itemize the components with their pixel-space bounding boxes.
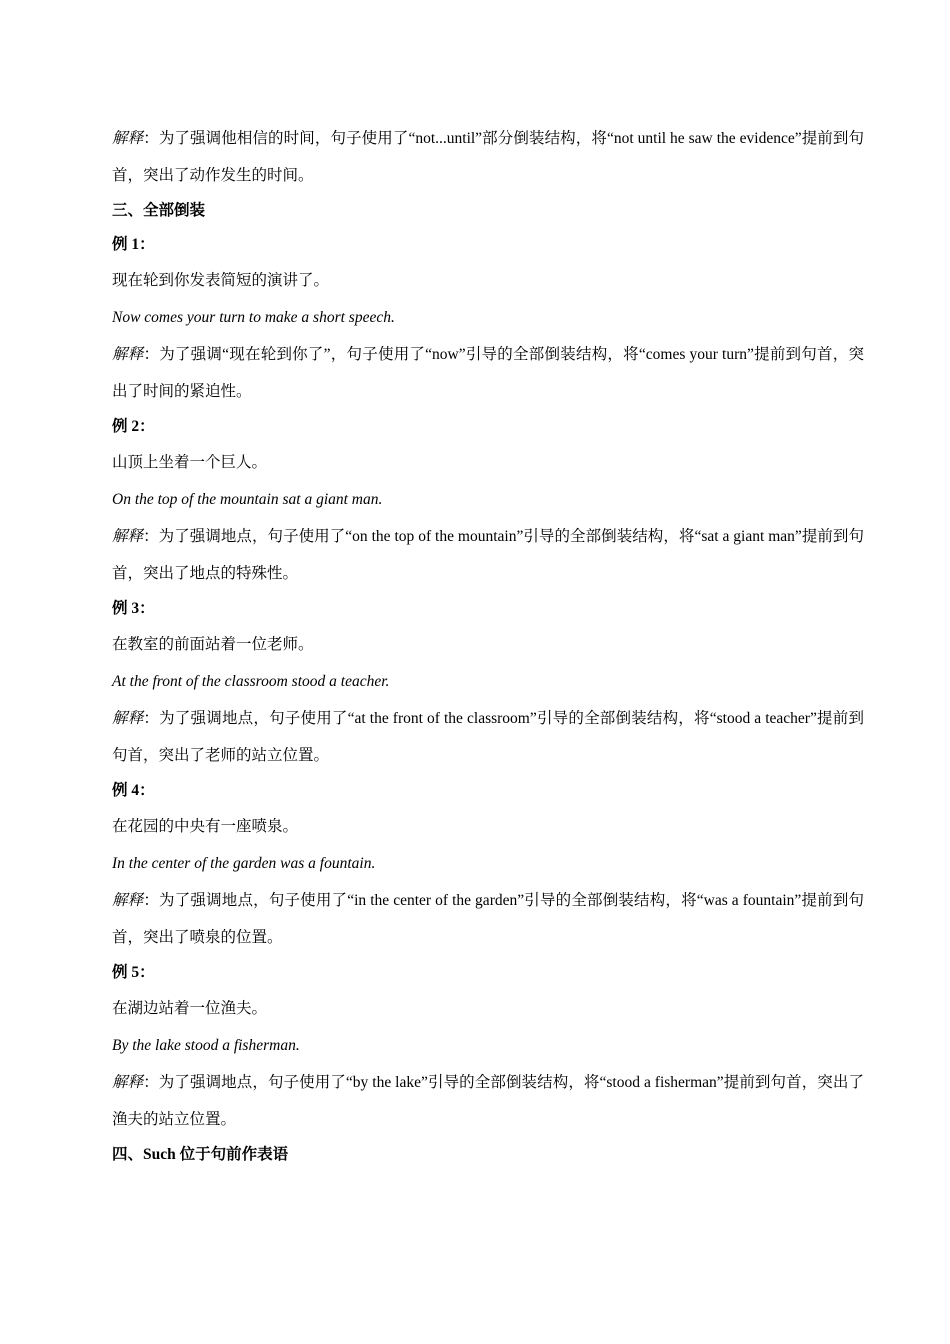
example-explanation xyxy=(112,882,864,956)
explanation-label: 解释 xyxy=(112,130,144,147)
intro-explanation xyxy=(112,120,864,194)
example-label: 例 3： xyxy=(112,600,155,617)
explanation-text: ：为了强调地点，句子使用了“on the top of the mountain”引导的全部倒装结构，将“sat a giant man”提前到句首，突出了地点的特殊性。 xyxy=(112,528,864,582)
example-chinese: 在湖边站着一位渔夫。 xyxy=(112,1000,268,1017)
example-english: By the lake stood a fisherman. xyxy=(112,1037,300,1054)
example-label: 例 1： xyxy=(112,236,155,253)
example-label: 例 2： xyxy=(112,418,155,435)
example-chinese: 现在轮到你发表简短的演讲了。 xyxy=(112,272,330,289)
explanation-label: 解释 xyxy=(112,710,144,727)
example-chinese: 在教室的前面站着一位老师。 xyxy=(112,636,314,653)
explanation-text: ：为了强调地点，句子使用了“at the front of the classroom”引导的全部倒装结构，将“stood a teacher”提前到句首，突出了老师的站立位置。 xyxy=(112,710,864,764)
example-label: 例 4： xyxy=(112,782,155,799)
explanation-text: ：为了强调他相信的时间，句子使用了“not...until”部分倒装结构，将“not until he saw the evidence”提前到句首，突出了动作发生的时间。 xyxy=(112,130,864,184)
explanation-label: 解释 xyxy=(112,346,144,363)
example-explanation xyxy=(112,336,864,410)
explanation-text: ：为了强调地点，句子使用了“by the lake”引导的全部倒装结构，将“stood a fisherman”提前到句首，突出了渔夫的站立位置。 xyxy=(112,1074,864,1128)
example-english: At the front of the classroom stood a teacher. xyxy=(112,673,390,690)
explanation-label: 解释 xyxy=(112,892,144,909)
example-english: In the center of the garden was a fountain. xyxy=(112,855,376,872)
explanation-label: 解释 xyxy=(112,1074,144,1091)
example-explanation xyxy=(112,518,864,592)
example-explanation xyxy=(112,1064,864,1138)
example-explanation xyxy=(112,700,864,774)
example-english: Now comes your turn to make a short speech. xyxy=(112,309,395,326)
explanation-text: ：为了强调“现在轮到你了”，句子使用了“now”引导的全部倒装结构，将“comes your turn”提前到句首，突出了时间的紧迫性。 xyxy=(112,346,864,400)
section-heading-such: 四、Such 位于句前作表语 xyxy=(112,1146,289,1163)
example-chinese: 山顶上坐着一个巨人。 xyxy=(112,454,268,471)
example-english: On the top of the mountain sat a giant man. xyxy=(112,491,383,508)
document-page xyxy=(112,120,864,1172)
section-heading-full-inversion: 三、全部倒装 xyxy=(112,202,206,219)
example-chinese: 在花园的中央有一座喷泉。 xyxy=(112,818,299,835)
explanation-label: 解释 xyxy=(112,528,144,545)
example-label: 例 5： xyxy=(112,964,155,981)
explanation-text: ：为了强调地点，句子使用了“in the center of the garden”引导的全部倒装结构，将“was a fountain”提前到句首，突出了喷泉的位置。 xyxy=(112,892,864,946)
